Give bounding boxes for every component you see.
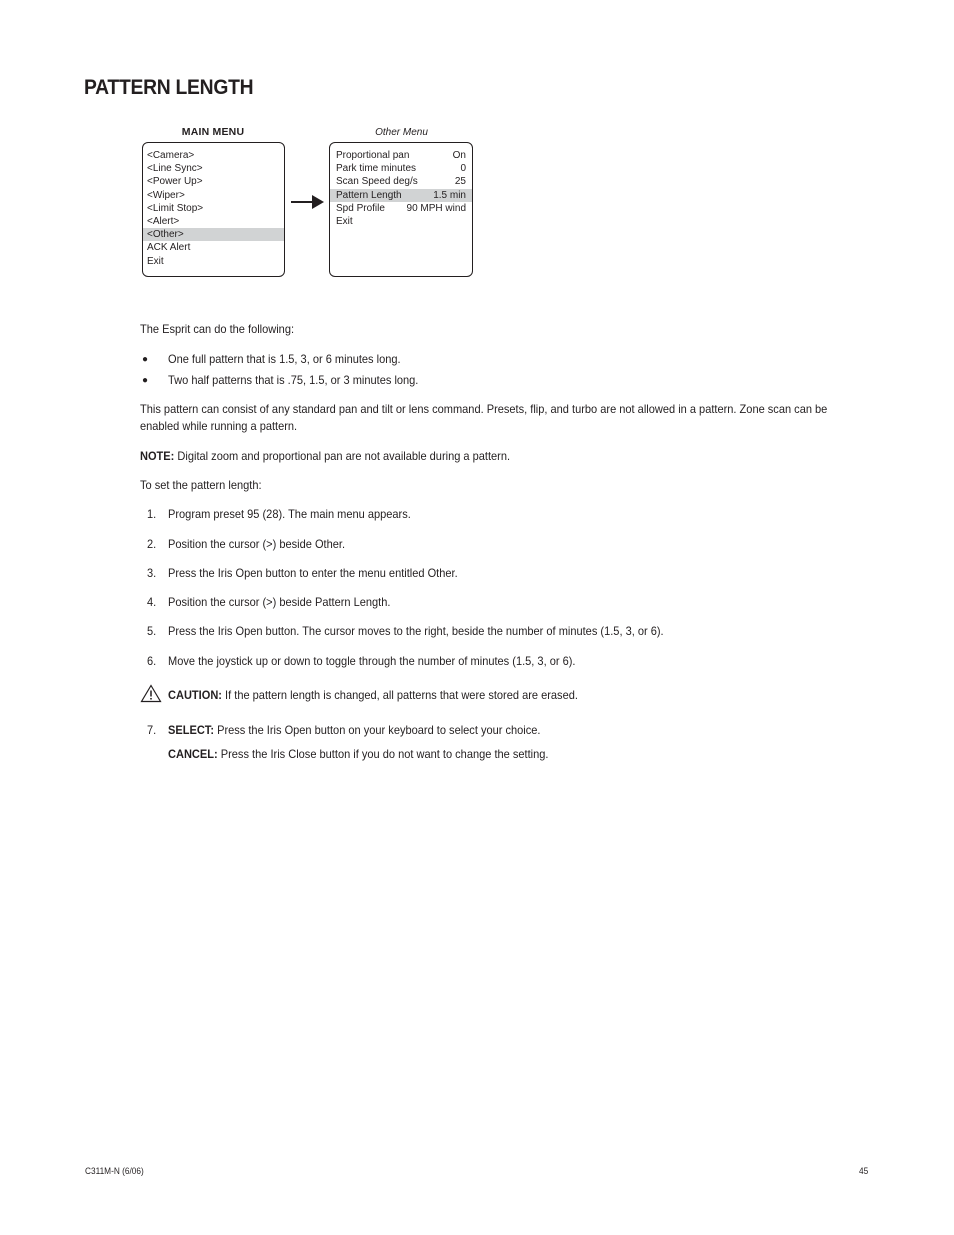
main-menu-item-highlighted: <Other> (143, 228, 284, 241)
main-menu-item: <Power Up> (147, 176, 203, 188)
bullet-dot-icon: ● (142, 375, 149, 386)
main-menu-box (142, 142, 285, 277)
other-menu-item: Scan Speed deg/s 25 (336, 176, 466, 188)
arrow-right-icon (290, 194, 326, 210)
select-label: SELECT: (168, 723, 215, 737)
main-menu-item: <Limit Stop> (147, 202, 204, 214)
cancel-label: CANCEL: (168, 747, 218, 761)
other-menu-item: Park time minutes 0 (336, 163, 466, 175)
main-menu-item: <Alert> (147, 215, 180, 227)
description-paragraph: This pattern can consist of any standard pan and tilt or lens command. Presets, flip, and turbo are not allowed in a pattern. Zone scan can be enabled while running a pattern. (140, 402, 828, 433)
other-menu-box (329, 142, 473, 277)
other-menu-item: Exit (336, 215, 353, 227)
note-paragraph: NOTE: Digital zoom and proportional pan are not available during a pattern. (140, 449, 511, 463)
footer-page-number: 45 (859, 1166, 869, 1176)
main-menu-item: <Line Sync> (147, 163, 203, 175)
caution-label: CAUTION: (168, 688, 222, 702)
note-label: NOTE: (140, 449, 175, 463)
bullet-dot-icon: ● (142, 354, 149, 365)
main-menu-item: <Camera> (147, 150, 195, 161)
document-page: PATTERN LENGTH MAIN MENU Other Menu <Camera> <Line Sync> <Power Up> <Wiper> <Limit Stop> <Alert> <Other> ACK Alert Exit Proportional pan On Park time minutes 0 Scan Speed deg/s 25 Pattern Length 1.5 min Spd Profile 90 MPH wind Exit The Esprit can do the following: ● One full pattern that is 1.5, 3, or 6 minutes long. ● Two half patterns that is .75, 1.5, or 3 minutes long. This pattern can consist of any standard pan and tilt or lens command. Presets, flip, and turbo are not allowed in a pattern. Zone scan can be enabled while running a pattern. NOTE: Digital zoom and proportional pan are not available during a pattern. To set the pattern length: 1. Program preset 95 (28). The main menu appears. 2. Position the cursor (>) beside Other. 3. Press the Iris Open button to enter the menu entitled Other. 4. Position the cursor (>) beside Pattern Length. 5. Press the Iris Open button. The cursor moves to the right, beside the number of minutes (1.5, 3, or 6). 6. Move the joystick up or down to toggle through the number of minutes (1.5, 3, or 6). CAUTION: If the pattern length is changed, all patterns that were stored are erased. 7. SELECT: Press the Iris Open button on your keyboard to select your choice. CANCEL: Press the Iris Close button if you do not want to change the setting. C311M-N (6/06) 45 (84, 76, 869, 1176)
other-menu-item: Proportional pan On (336, 150, 466, 161)
other-menu-item-highlighted: Pattern Length 1.5 min (330, 189, 472, 202)
other-menu-heading: Other Menu (375, 127, 428, 138)
warning-triangle-icon (140, 684, 162, 703)
footer-document-code: C311M-N (6/06) (85, 1166, 144, 1176)
main-menu-item: <Wiper> (147, 189, 185, 201)
page-title: PATTERN LENGTH (84, 76, 254, 99)
intro-text: The Esprit can do the following: (140, 322, 295, 336)
main-menu-heading: MAIN MENU (181, 126, 245, 138)
other-menu-item: Spd Profile 90 MPH wind (336, 202, 466, 214)
main-menu-item: ACK Alert (147, 242, 191, 254)
steps-intro: To set the pattern length: (140, 478, 262, 492)
main-menu-item: Exit (147, 255, 164, 267)
